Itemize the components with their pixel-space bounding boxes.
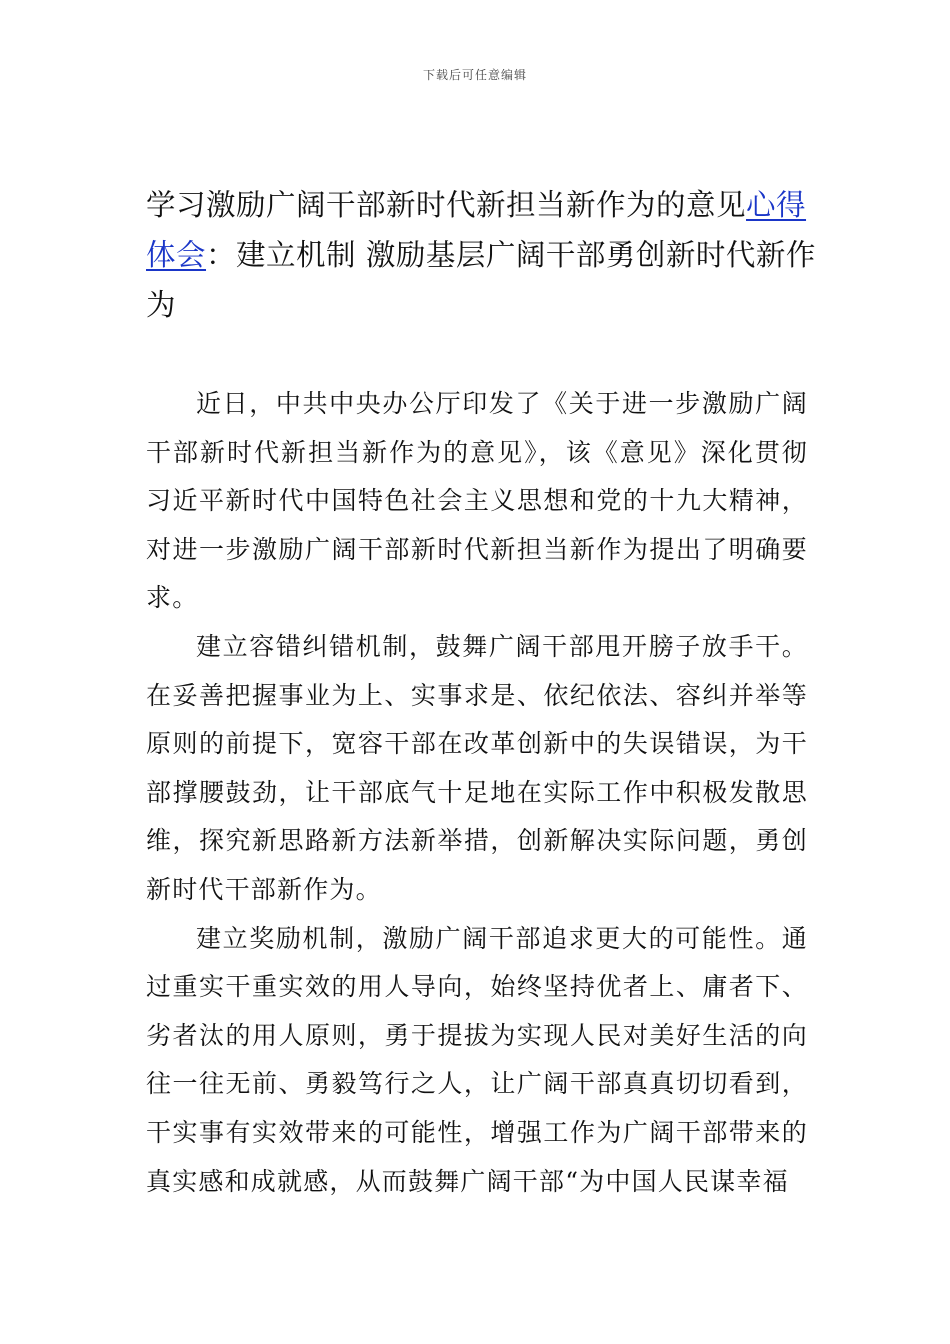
document-body <box>146 380 808 1206</box>
header-note: 下载后可任意编辑 <box>422 68 527 82</box>
paragraph-reward-mechanism: 建立奖励机制，激励广阔干部追求更大的可能性。通过重实干重实效的用人导向，始终坚持优者上、庸者下、劣者汰的用人原则，勇于提拔为实现人民对美好生活的向往一往无前、勇毅笃行之人，让广阔干部真真切切看到，干实事有实效带来的可能性，增强工作为广阔干部带来的真实感和成就感，从而鼓舞广阔干部“为中国人民谋幸福 <box>146 923 808 1196</box>
title-link-xindetihui[interactable]: 心得体会 <box>146 188 807 272</box>
title-text-part2: ：建立机制 激励基层广阔干部勇创新时代新作为 <box>146 238 816 322</box>
paragraph-error-tolerance: 建立容错纠错机制，鼓舞广阔干部甩开膀子放手干。在妥善把握事业为上、实事求是、依纪依法、容纠并举等原则的前提下，宽容干部在改革创新中的失误错误，为干部撑腰鼓劲，让干部底气十足地在实际工作中积极发散思维，探究新思路新方法新举措，创新解决实际问题，勇创新时代干部新作为。 <box>146 631 808 904</box>
title-text-part1: 学习激励广阔干部新时代新担当新作为的意见 <box>146 188 747 222</box>
paragraph-intro: 近日，中共中央办公厅印发了《关于进一步激励广阔干部新时代新担当新作为的意见》，该《意见》深化贯彻习近平新时代中国特色社会主义思想和党的十九大精神，对进一步激励广阔干部新时代新担当新作为提出了明确要求。 <box>146 389 808 613</box>
document-title <box>146 180 816 330</box>
